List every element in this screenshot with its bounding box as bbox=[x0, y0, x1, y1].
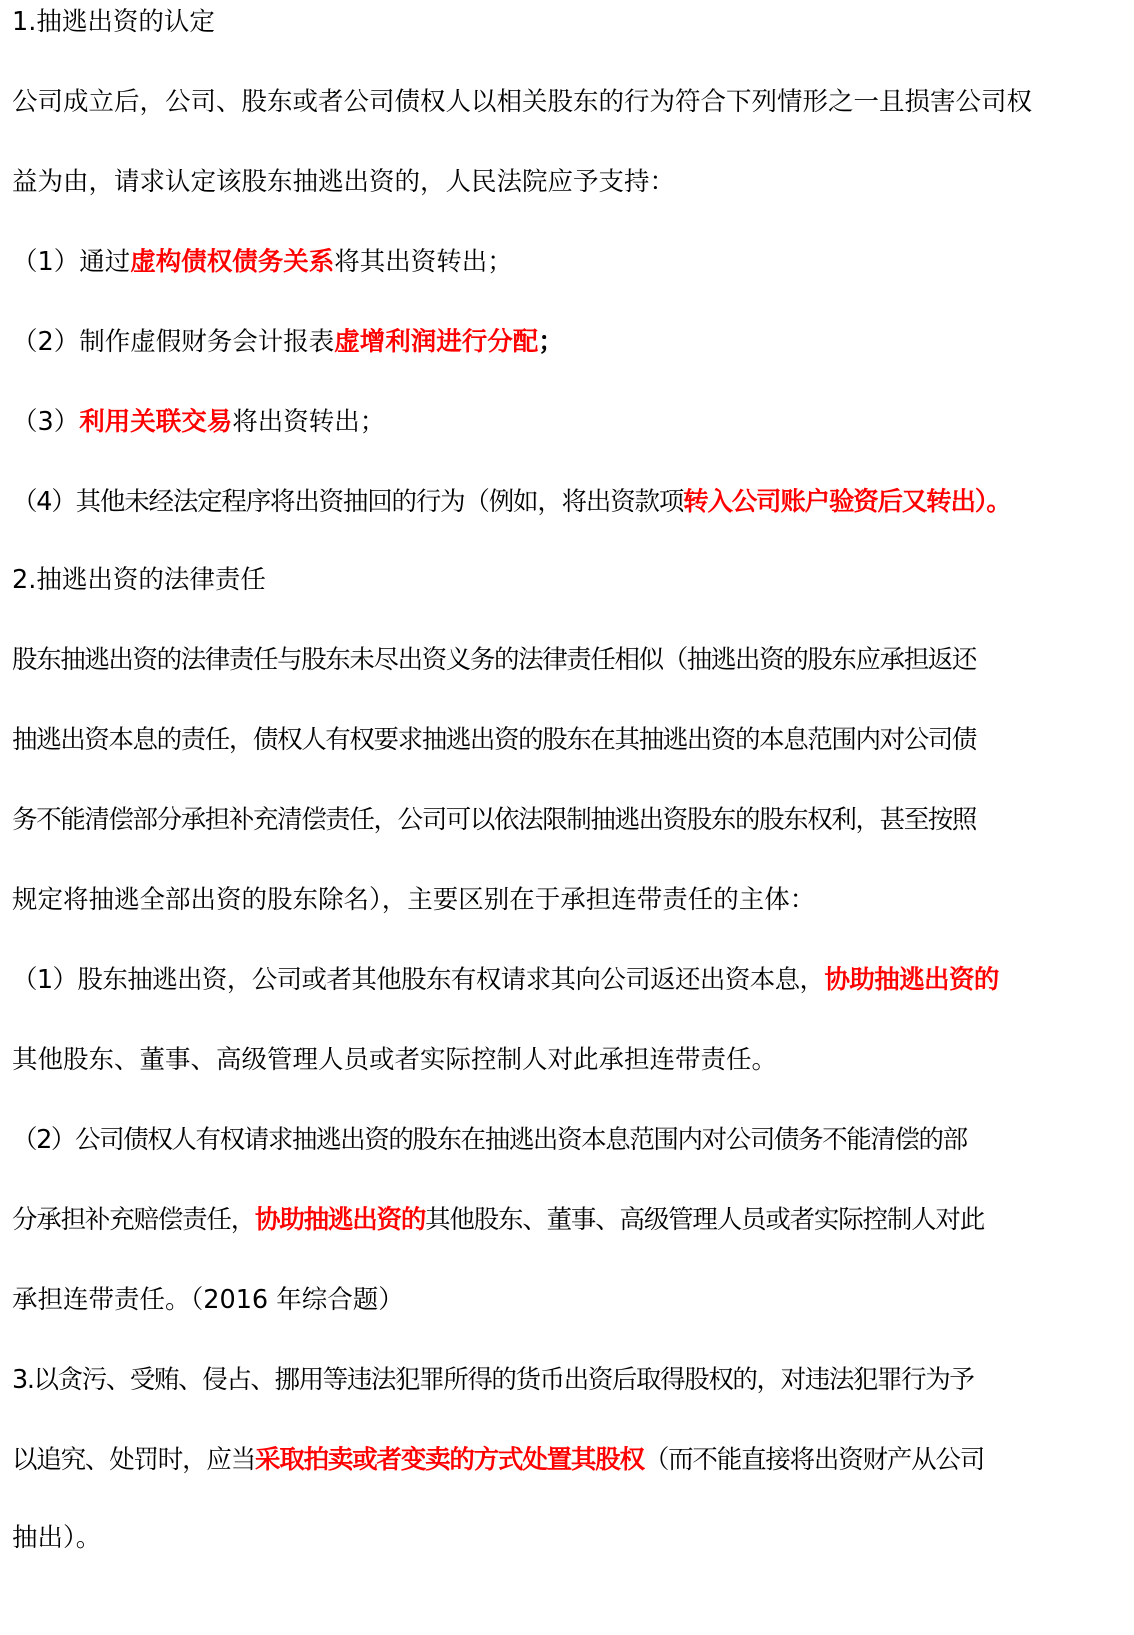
paragraph-line bbox=[12, 720, 976, 760]
paragraph-line bbox=[12, 162, 675, 202]
list-item bbox=[12, 402, 385, 442]
text-segment: 益为由，请求认定该股东抽逃出资的，人民法院应予支持： bbox=[12, 167, 676, 197]
text-segment: 其他股东、董事、高级管理人员或者实际控制人对此 bbox=[425, 1205, 985, 1235]
text-segment: （1）股东抽逃出资，公司或者其他股东有权请求其向公司返还出资本息， bbox=[12, 965, 825, 995]
text-segment: 分承担补充赔偿责任， bbox=[12, 1205, 256, 1235]
text-segment: 公司成立后，公司、股东或者公司债权人以相关股东的行为符合下列情形之一且损害公司权 bbox=[12, 87, 1033, 117]
text-segment: 以追究、处罚时，应当 bbox=[12, 1445, 256, 1475]
text-segment: 抽出）。 bbox=[12, 1523, 102, 1553]
text-segment: 其他股东、董事、高级管理人员或者实际控制人对此承担连带责任。 bbox=[12, 1045, 778, 1075]
heading-1 bbox=[12, 2, 215, 42]
paragraph-line bbox=[12, 1200, 984, 1240]
text-segment: （3） bbox=[12, 407, 80, 437]
text-segment: 将出资转出； bbox=[232, 407, 386, 437]
paragraph-line bbox=[12, 1440, 984, 1480]
highlighted-text: 协助抽逃出资的 bbox=[255, 1205, 426, 1235]
list-item bbox=[12, 482, 1011, 522]
text-segment: 2.抽逃出资的法律责任 bbox=[12, 565, 266, 595]
text-segment: （4）其他未经法定程序将出资抽回的行为（例如，将出资款项 bbox=[12, 487, 684, 517]
list-item bbox=[12, 960, 999, 1000]
text-segment: 将其出资转出； bbox=[334, 247, 513, 277]
paragraph-line bbox=[12, 800, 976, 840]
text-segment: 1.抽逃出资的认定 bbox=[12, 7, 215, 37]
list-item bbox=[12, 242, 513, 282]
text-segment: （2）制作虚假财务会计报表 bbox=[12, 327, 335, 357]
text-segment: 股东抽逃出资的法律责任与股东未尽出资义务的法律责任相似（抽逃出资的股东应承担返还 bbox=[12, 645, 977, 675]
highlighted-text: 采取拍卖或者变卖的方式处置其股权 bbox=[255, 1445, 644, 1475]
text-segment: （1）通过 bbox=[12, 247, 131, 277]
highlighted-text: 虚增利润进行分配 bbox=[334, 327, 539, 357]
paragraph-line bbox=[12, 1518, 101, 1558]
heading-3 bbox=[12, 1360, 973, 1400]
list-item bbox=[12, 1120, 967, 1160]
text-segment: ； bbox=[538, 327, 564, 357]
text-segment: 抽逃出资本息的责任，债权人有权要求抽逃出资的股东在其抽逃出资的本息范围内对公司债 bbox=[12, 725, 977, 755]
text-segment: 务不能清偿部分承担补充清偿责任，公司可以依法限制抽逃出资股东的股东权利，甚至按照 bbox=[12, 805, 977, 835]
highlighted-text: 虚构债权债务关系 bbox=[130, 247, 335, 277]
text-segment: （2）公司债权人有权请求抽逃出资的股东在抽逃出资本息范围内对公司债务不能清偿的部 bbox=[12, 1125, 967, 1155]
list-item bbox=[12, 322, 564, 362]
text-segment: 规定将抽逃全部出资的股东除名），主要区别在于承担连带责任的主体： bbox=[12, 885, 816, 915]
highlighted-text: 转入公司账户验资后又转出）。 bbox=[683, 487, 1011, 517]
heading-2 bbox=[12, 560, 266, 600]
text-segment: （而不能直接将出资财产从公司 bbox=[643, 1445, 985, 1475]
paragraph-line bbox=[12, 82, 1032, 122]
text-segment: 3.以贪污、受贿、侵占、挪用等违法犯罪所得的货币出资后取得股权的，对违法犯罪行为予 bbox=[12, 1365, 974, 1395]
paragraph-line bbox=[12, 640, 976, 680]
text-segment: 承担连带责任。（2016 年综合题） bbox=[12, 1285, 404, 1315]
paragraph-line bbox=[12, 880, 815, 920]
highlighted-text: 利用关联交易 bbox=[79, 407, 233, 437]
paragraph-line bbox=[12, 1040, 777, 1080]
paragraph-line bbox=[12, 1280, 404, 1320]
highlighted-text: 协助抽逃出资的 bbox=[824, 965, 999, 995]
